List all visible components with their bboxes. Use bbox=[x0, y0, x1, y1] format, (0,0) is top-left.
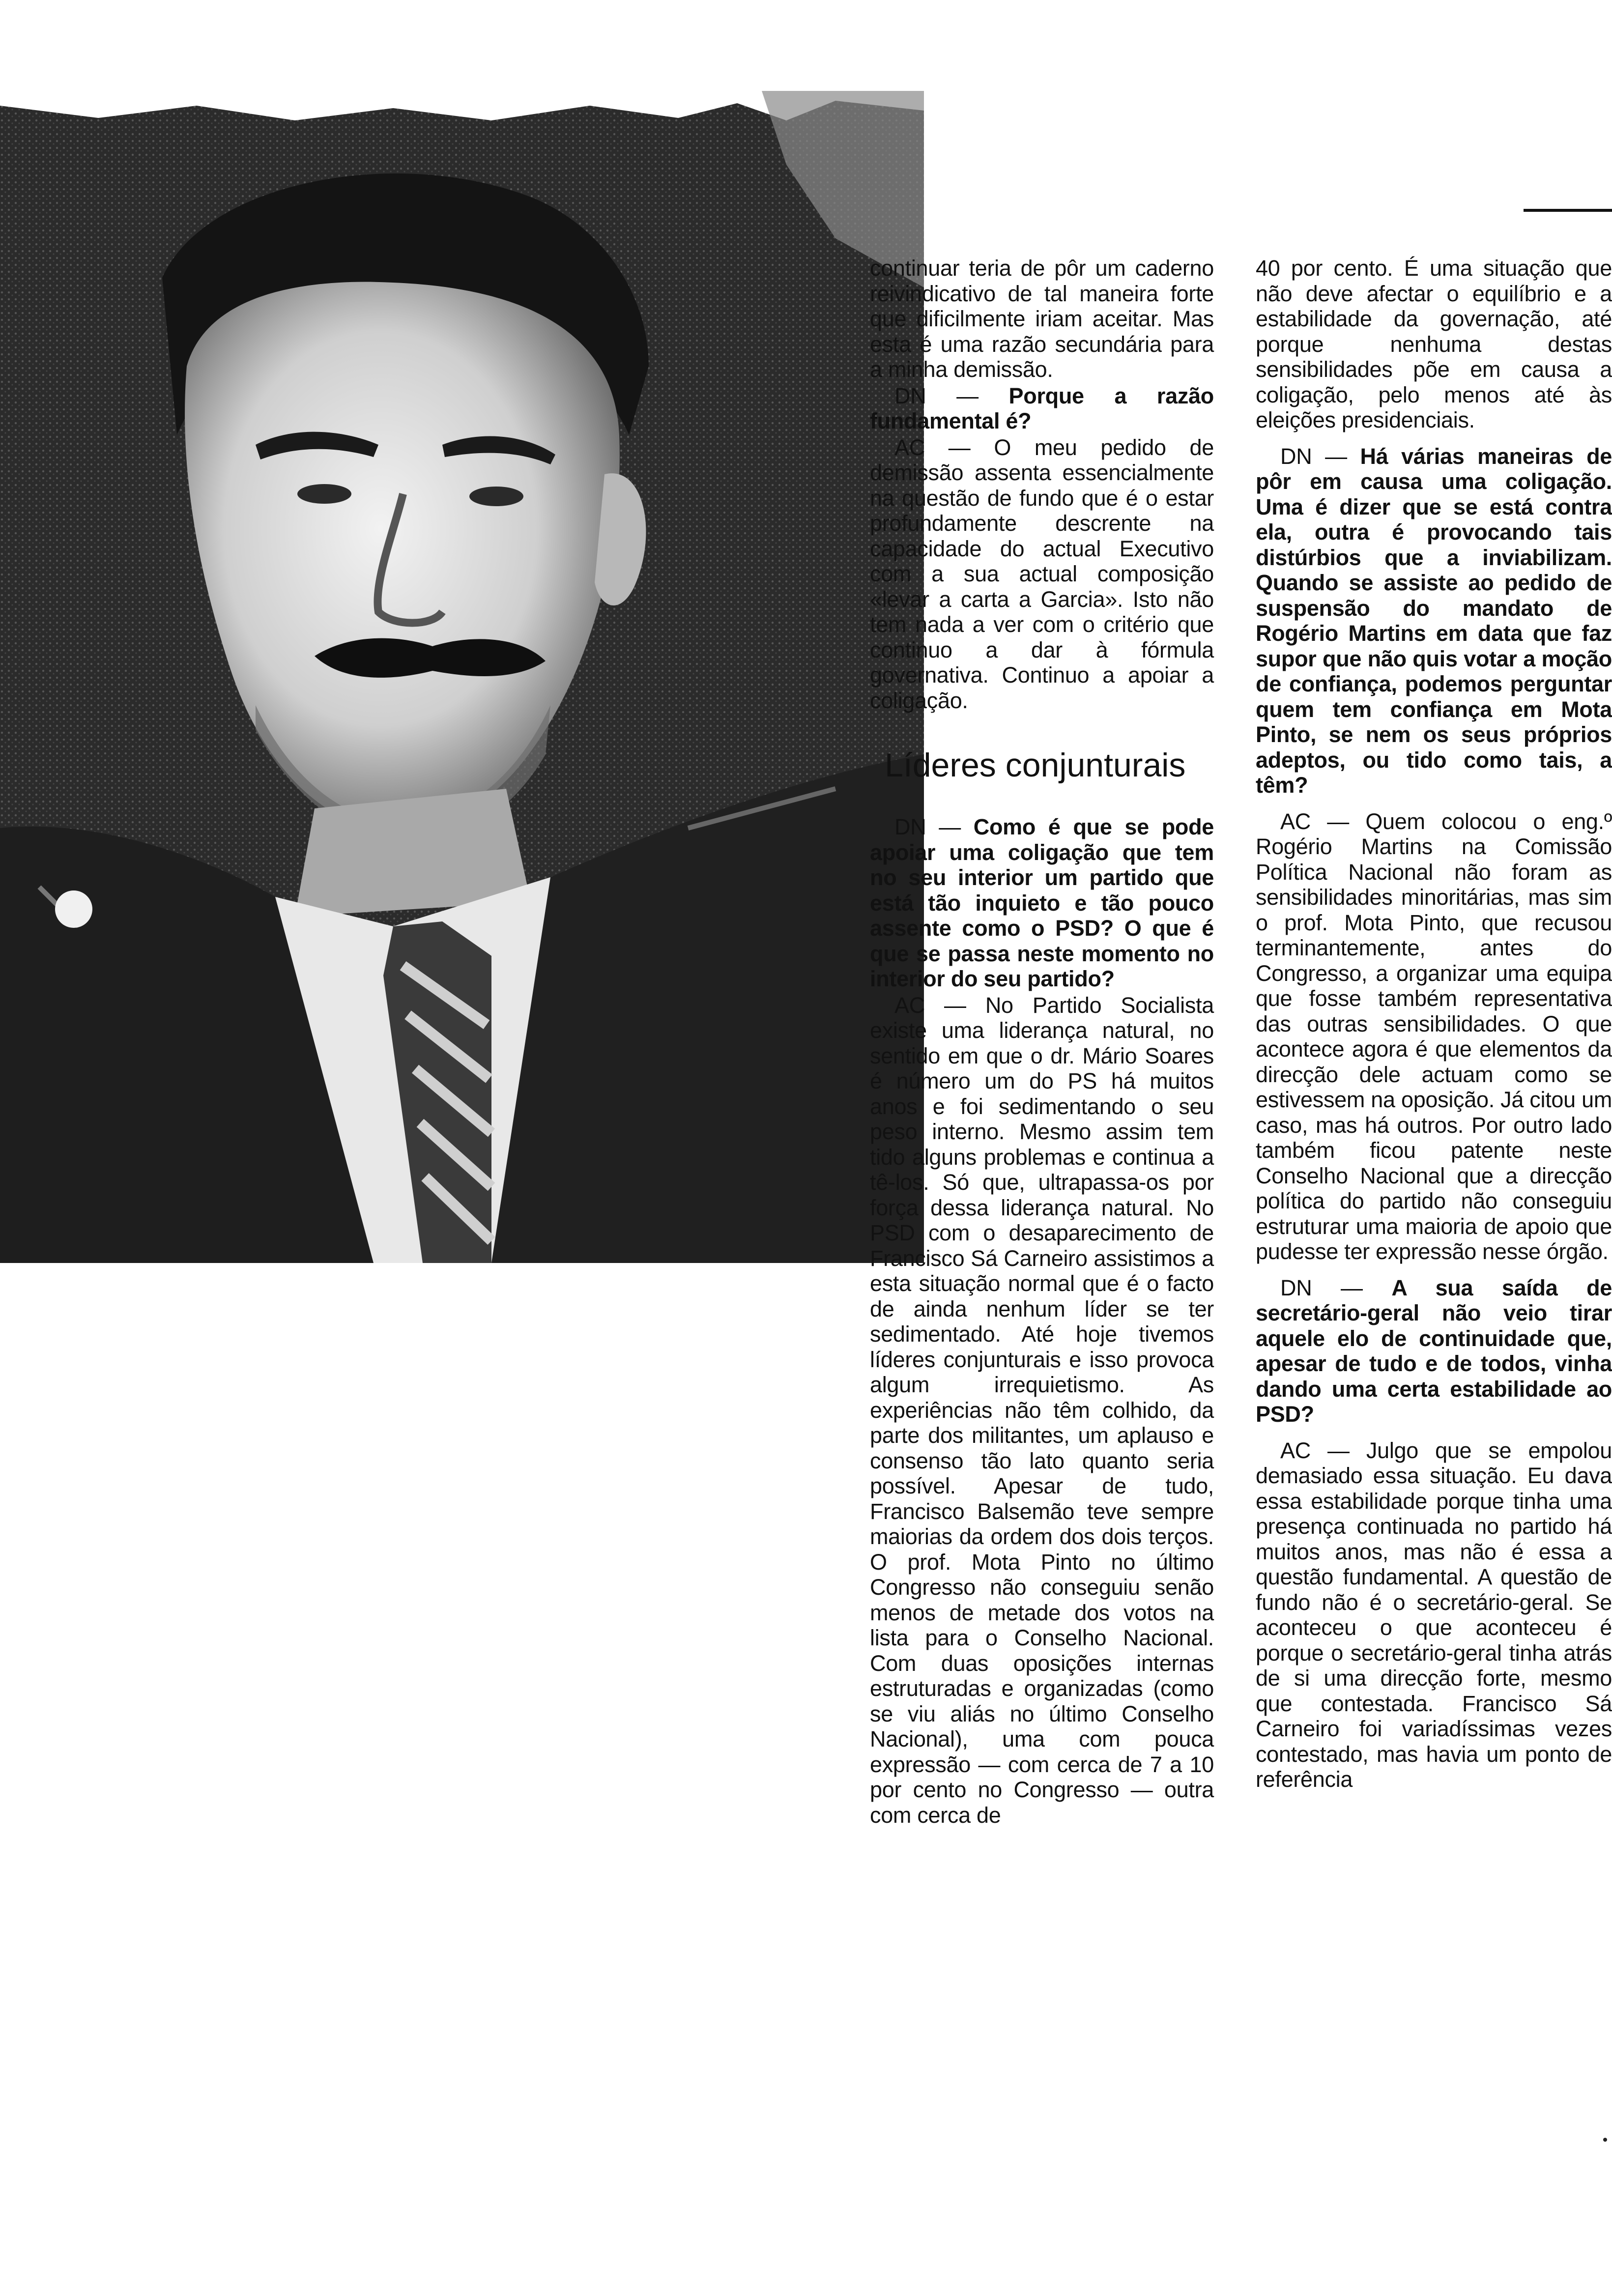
portrait-illustration bbox=[0, 91, 924, 1263]
paragraph: continuar teria de pôr um caderno reivindicativo de tal maneira forte que dificilmente iriam aceitar. Mas esta é uma razão secundária para a minha demissão. bbox=[870, 256, 1214, 382]
top-rule bbox=[1524, 209, 1612, 212]
question-paragraph: DN — Porque a razão fundamental é? bbox=[870, 383, 1214, 433]
answer-paragraph: AC — O meu pedido de demissão assenta essencialmente na questão de fundo que é o estar profundamente descrente na capacidade do actual Executivo com a sua actual composição «levar a carta a Garcia». Isto não tem nada a ver com o critério que continuo a dar à fórmula governativa. Continuo a apoiar a coligação. bbox=[870, 434, 1214, 713]
answer-paragraph: AC — No Partido Socialista existe uma liderança natural, no sentido em que o dr. Mário Soares é número um do PS há muitos anos e foi sedimentando o seu peso interno. Mesmo assim tem tido alguns problemas e continua a tê-los. Só que, ultrapassa-os por força dessa liderança natural. No PSD com o desaparecimento de Francisco Sá Carneiro assistimos a esta situação normal que é o facto de ainda nenhum líder se ter sedimentado. Até hoje tivemos líderes conjunturais e isso provoca algum irrequietismo. As experiências não têm colhido, da parte dos militantes, um aplauso e consenso tão lato quanto seria possível. Apesar de tudo, Francisco Balsemão teve sempre maiorias da ordem dos dois terços. O prof. Mota Pinto no último Congresso não conseguiu senão menos de metade dos votos na lista para o Conselho Nacional. Com duas oposições internas estruturadas e organizadas (como se viu aliás no último Conselho Nacional), uma com pouca expressão — com cerca de 7 a 10 por cento no Congresso — outra com cerca de bbox=[870, 992, 1214, 1828]
article-column-2 bbox=[1256, 256, 1612, 1793]
paragraph: 40 por cento. É uma situação que não deve afectar o equilíbrio e a estabilidade da governação, até porque nenhuma destas sensibilidades põe em causa a coligação, pelo menos até às eleições presidenciais. bbox=[1256, 256, 1612, 432]
question-paragraph: DN — Como é que se pode apoiar uma coligação que tem no seu interior um partido que está tão inquieto e tão pouco assente como o PSD? O que é que se passa neste momento no interior do seu partido? bbox=[870, 814, 1214, 991]
scan-speck bbox=[1603, 2138, 1607, 2142]
answer-paragraph: AC — Quem colocou o eng.º Rogério Martins na Comissão Política Nacional não foram as sensibilidades minoritárias, mas sim o prof. Mota Pinto, que recusou terminantemente, antes do Congresso, a organizar uma equipa que fosse também representativa das outras sensibilidades. O que acontece agora é que elementos da direcção dele actuam como se estivessem na oposição. Já citou um caso, mas há outros. Por outro lado também ficou patente neste Conselho Nacional que a direcção política do partido não conseguiu estruturar uma maioria de apoio que pudesse ter expressão nesse órgão. bbox=[1256, 808, 1612, 1264]
portrait-photo bbox=[0, 91, 924, 1263]
answer-paragraph: AC — Julgo que se empolou demasiado essa situação. Eu dava essa estabilidade porque tinha uma presença continuada no partido há muitos anos, mas não é essa a questão fundamental. A questão de fundo não é o secretário-geral. Se aconteceu o que aconteceu é porque o secretário-geral tinha atrás de si uma direcção forte, mesmo que contestada. Francisco Sá Carneiro foi variadíssimas vezes contestado, mas havia um ponto de referência bbox=[1256, 1437, 1612, 1792]
article-column-1 bbox=[870, 256, 1214, 1829]
question-paragraph: DN — A sua saída de secretário-geral não veio tirar aquele elo de continuidade que, apesar de tudo e de todos, vinha dando uma certa estabilidade ao PSD? bbox=[1256, 1275, 1612, 1427]
question-paragraph: DN — Há várias maneiras de pôr em causa uma coligação. Uma é dizer que se está contra ela, outra é provocando tais distúrbios que a inviabilizam. Quando se assiste ao pedido de suspensão do mandato de Rogério Martins em data que faz supor que não quis votar a moção de confiança, podemos perguntar quem tem confiança em Mota Pinto, se nem os seus próprios adeptos, ou tido como tais, a têm? bbox=[1256, 443, 1612, 798]
subheading: Líderes conjunturais bbox=[885, 746, 1186, 784]
